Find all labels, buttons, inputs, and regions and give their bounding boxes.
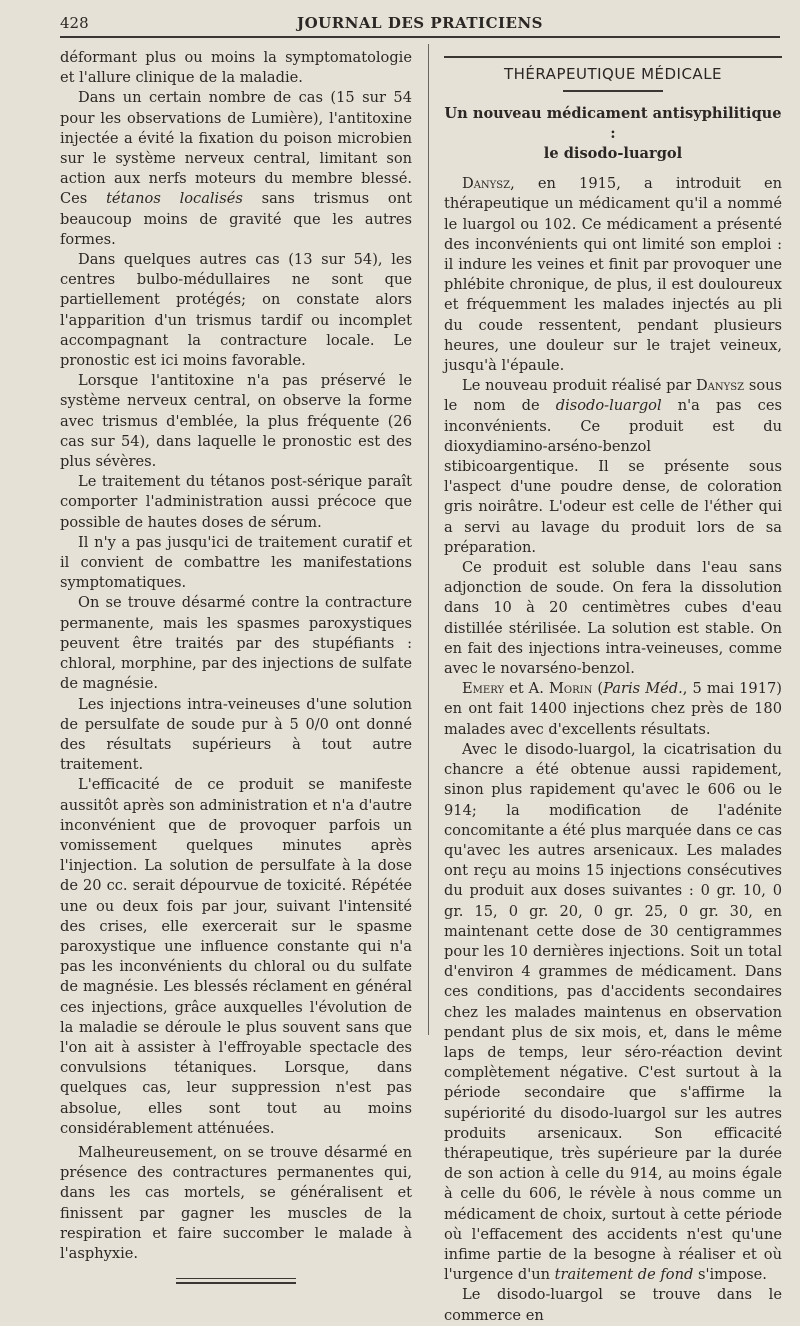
paragraph: Le traitement du tétanos post-sérique paraît comporter l'administration aussi précoce que possible de hautes doses de sérum. <box>60 473 412 531</box>
paragraph: Danysz, en 1915, a introduit en thérapeutique un médicament qu'il a nommé le luargol ou 102. Ce médicament a présenté des inconvénients qui ont limité son emploi : il indure les veines et finit par provoquer une phlébite chronique, de plus, il est douloureux et fréquemment les malades injectés au pli du coude ressentent, pendant plusieurs heures, une douleur sur le trajet veineux, jusqu'à l'épaule. <box>444 175 782 375</box>
paragraph: Emery et A. Morin (Paris Méd., 5 mai 1917) en ont fait 1400 injections chez près de 180 malades avec d'excellents résultats. <box>444 680 782 738</box>
paragraph: On se trouve désarmé contre la contracture permanente, mais les spasmes paroxystiques peuvent être traités par des stupéfiants : chloral, morphine, par des injections de sulfate de magnésie. <box>60 594 412 693</box>
paragraph: Ce produit est soluble dans l'eau sans adjonction de soude. On fera la dissolution dans 10 à 20 centimètres cubes d'eau distillée stérilisée. La solution est stable. On en fait des injections intra-veineuses, comme avec le novarséno-benzol. <box>444 559 782 678</box>
section-heading: THÉRAPEUTIQUE MÉDICALE <box>444 56 782 84</box>
paragraph: L'efficacité de ce produit se manifeste aussitôt après son administration et n'a d'autre inconvénient que de provoquer parfois un vomissement quelques minutes après l'injection. La solution de persulfate à la dose de 20 cc. serait dépourvue de toxicité. Répétée une ou deux fois par jour, suivant l'intensité des crises, elle exercerait sur le spasme paroxystique une influence constante qui n'a pas les inconvénients du chloral ou du sulfate de magnésie. Les blessés réclament en général ces injections, grâce auxquelles l'évolution de la maladie se déroule le plus souvent sans que l'on ait à assister à l'effroyable spectacle des convulsions tétaniques. Lorsque, dans quelques cas, leur suppression n'est pas absolue, elles sont tout au moins considérablement atténuées. <box>60 776 412 1137</box>
journal-title: JOURNAL DES PRATICIENS <box>297 14 543 32</box>
right-column <box>444 48 782 1326</box>
paragraph: Le disodo-luargol se trouve dans le commerce en <box>444 1286 782 1324</box>
paragraph: Le nouveau produit réalisé par Danysz sous le nom de disodo-luargol n'a pas ces inconvénients. Ce produit est du dioxydiamino-arséno-benzol stibicoargentique. Il se présente sous l'aspect d'une poudre dense, de coloration gris noirâtre. L'odeur est celle de l'éther qui a servi au lavage du produit lors de sa préparation. <box>444 377 782 556</box>
paragraph: Malheureusement, on se trouve désarmé en présence des contractures permanentes qui, dans les cas mortels, se généralisent et finissent par gagner les muscles de la respiration et faire succomber le malade à l'asphyxie. <box>60 1143 412 1262</box>
article-title: Un nouveau médicament antisyphilitique : le disodo-luargol <box>444 105 782 163</box>
end-of-article-rule <box>176 1278 296 1284</box>
paragraph: Il n'y a pas jusqu'ici de traitement curatif et il convient de combattre les manifestations symptomatiques. <box>60 533 412 592</box>
left-column <box>60 48 412 1284</box>
paragraph: Avec le disodo-luargol, la cicatrisation du chancre a été obtenue aussi rapidement, sinon plus rapidement qu'avec le 606 ou le 914; la modification de l'adénite concomitante a été plus marquée dans ce cas qu'avec les autres arsenicaux. Les malades ont reçu au moins 15 injections consécutives du produit aux doses suivantes : 0 gr. 10, 0 gr. 15, 0 gr. 20, 0 gr. 25, 0 gr. 30, en maintenant cette dose de 30 centigrammes pour les 10 dernières injections. Soit un total d'environ 4 grammes de médicament. Dans ces conditions, pas d'accidents secondaires chez les malades maintenus en observation pendant plus de six mois, et, dans le même laps de temps, leur séro-réaction devint complètement négative. C'est surtout à la période secondaire que s'affirme la supériorité du disodo-luargol sur les autres produits arsenicaux. Son efficacité thérapeutique, très supérieure par la durée de son action à celle du 914, au moins égale à celle du 606, le révèle à nous comme un médicament de choix, surtout à cette période où l'effacement des accidents n'est qu'une infime partie de la besogne à réaliser et où l'urgence d'un traitement de fond s'impose. <box>444 740 782 1284</box>
column-divider <box>428 44 429 1035</box>
paragraph: Les injections intra-veineuses d'une solution de persulfate de soude pur à 5 0/0 ont donné des résultats supérieurs à tout autre traitement. <box>60 695 412 774</box>
paragraph: Dans un certain nombre de cas (15 sur 54 pour les observations de Lumière), l'antitoxine injectée a évité la fixation du poison microbien sur le système nerveux central, limitant son action aux nerfs moteurs du membre blessé. Ces tétanos localisés sans trismus ont beaucoup moins de gravité que les autres formes. <box>60 89 412 248</box>
page-header <box>60 10 780 38</box>
section-underline <box>563 90 663 92</box>
page-number: 428 <box>60 14 89 32</box>
paragraph: déformant plus ou moins la symptomatologie et l'allure clinique de la maladie. <box>60 49 412 87</box>
paragraph: Lorsque l'antitoxine n'a pas préservé le système nerveux central, on observe la forme avec trismus d'emblée, la plus fréquente (26 cas sur 54), dans laquelle le pronostic est des plus sévères. <box>60 372 412 471</box>
paragraph: Dans quelques autres cas (13 sur 54), les centres bulbo-médullaires ne sont que partiellement protégés; on constate alors l'apparition d'un trismus tardif ou incomplet accompagnant la contracture locale. Le pronostic est ici moins favorable. <box>60 251 412 370</box>
